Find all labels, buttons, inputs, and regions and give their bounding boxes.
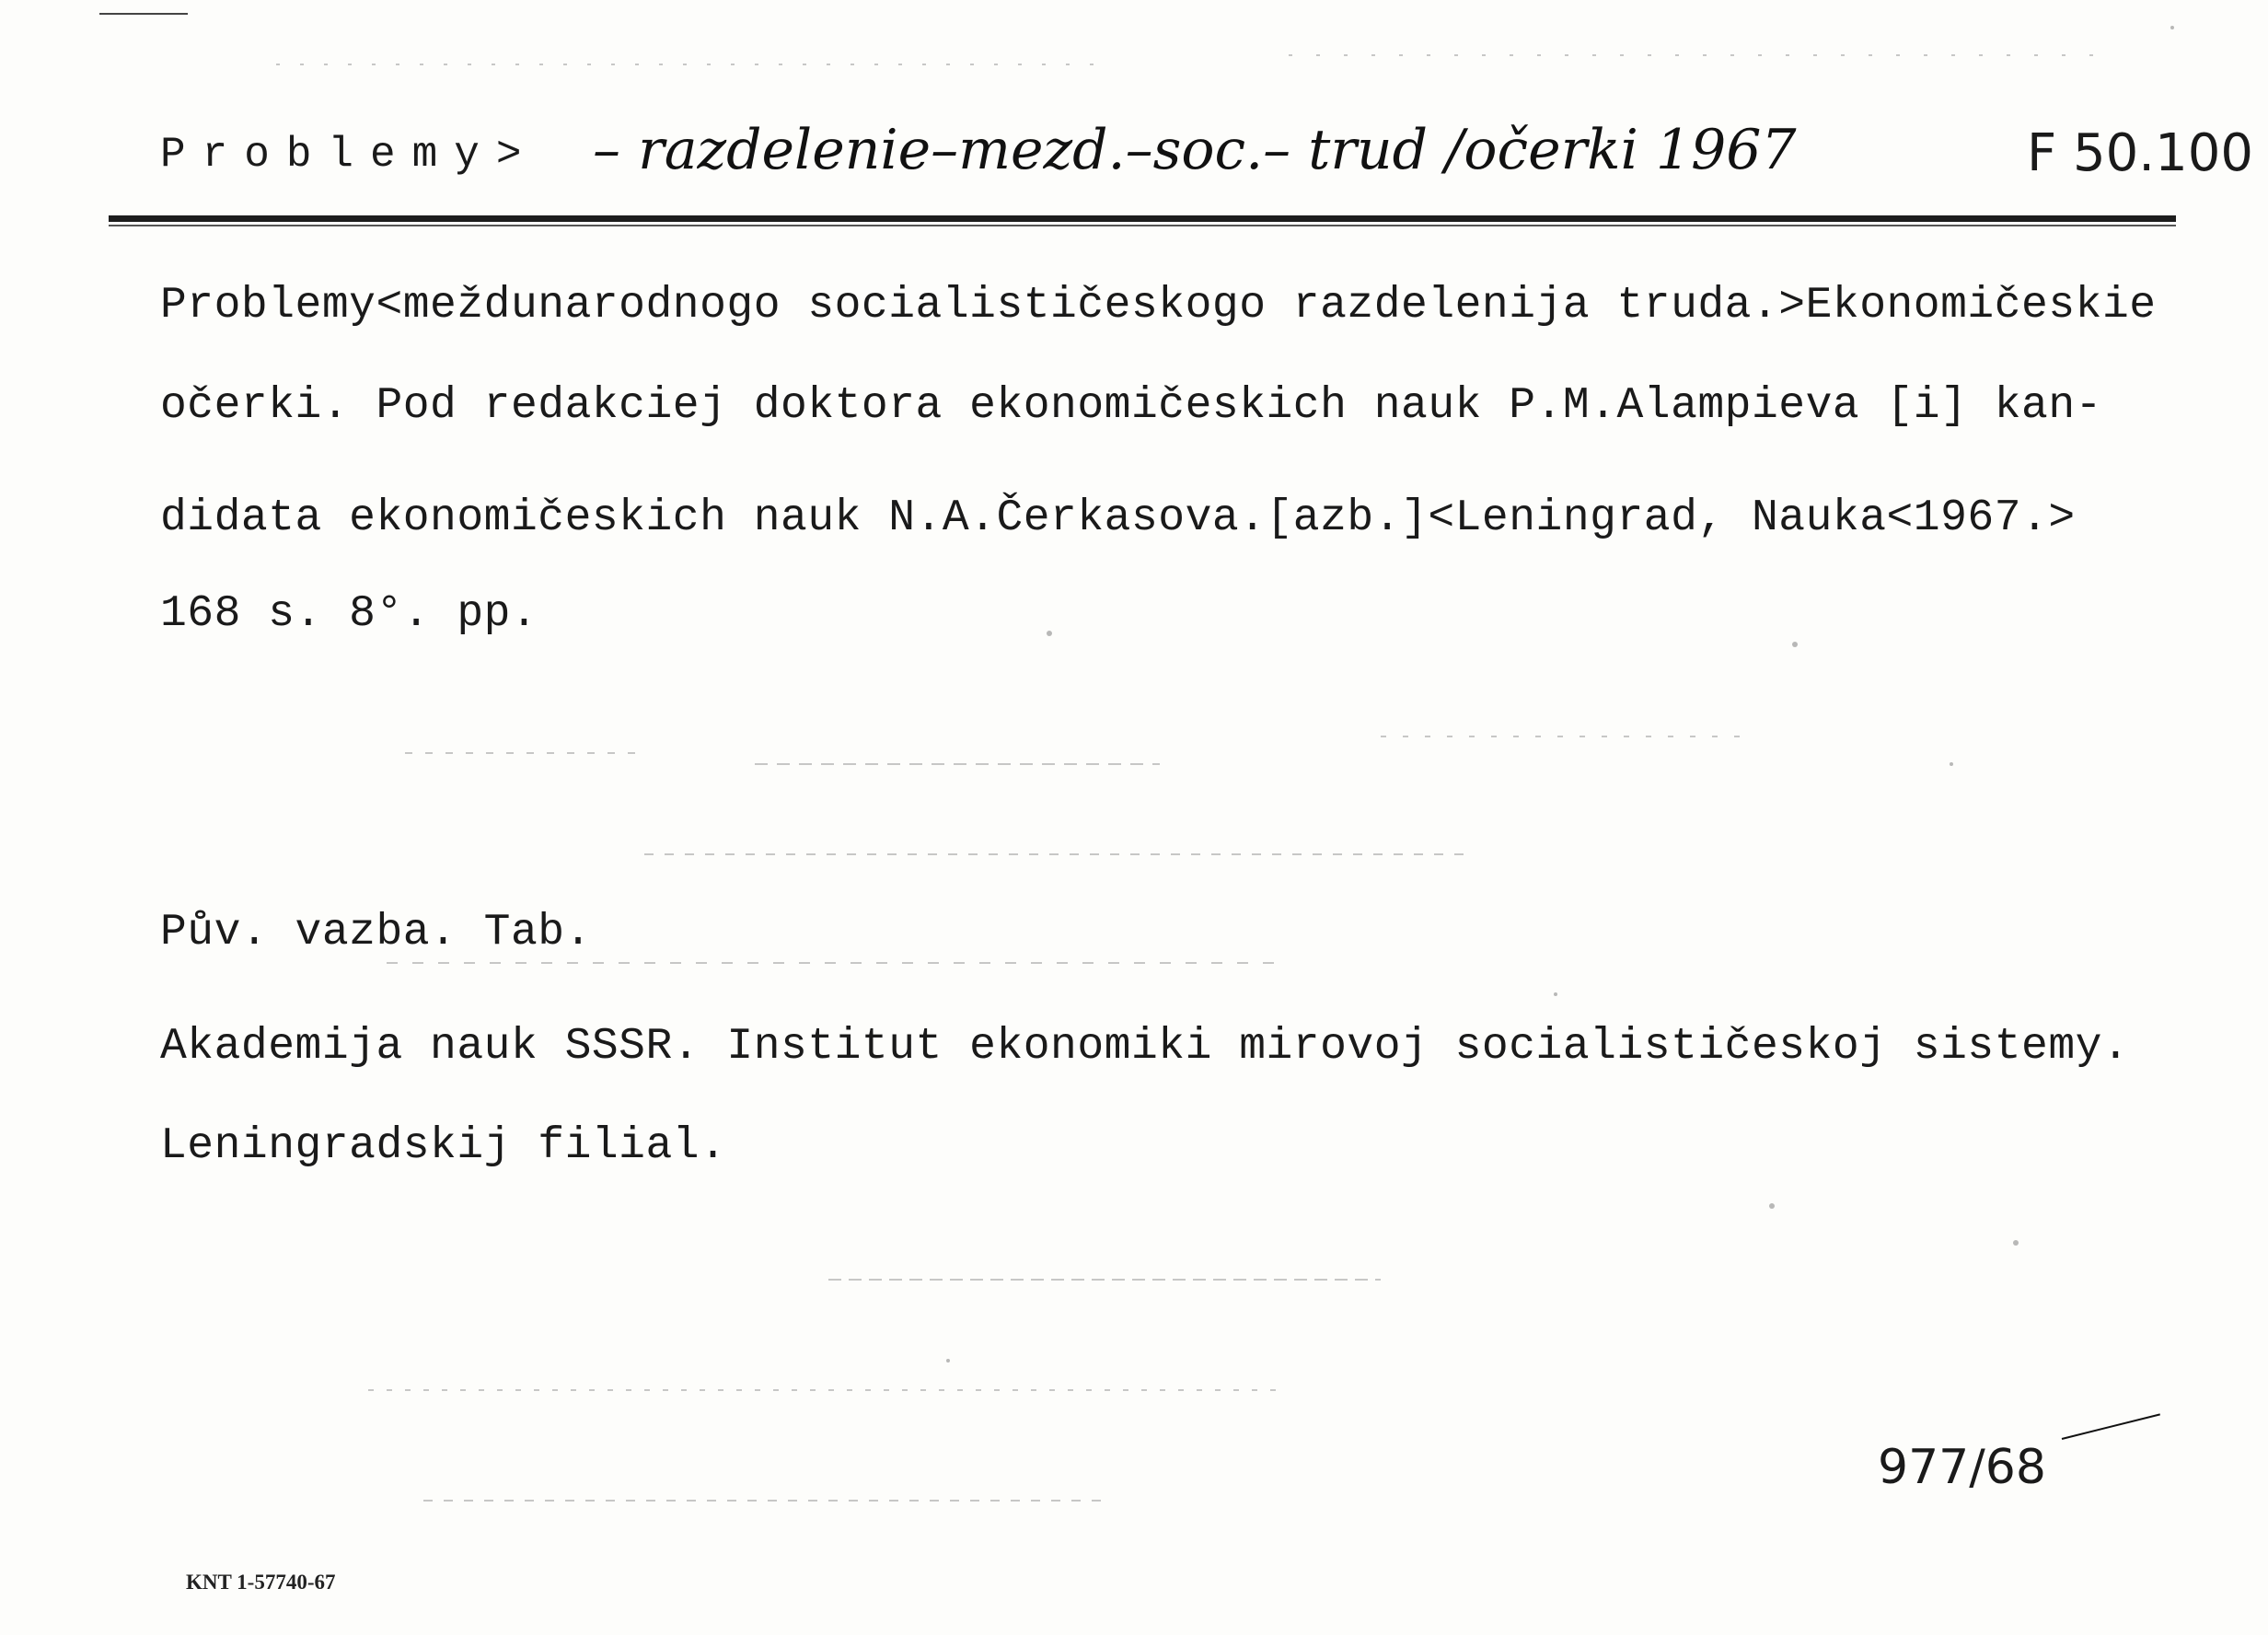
entry-line-2: očerki. Pod redakciej doktora ekonomičeskich nauk P.M.Alampieva [i] kan- xyxy=(160,381,2102,431)
card-header xyxy=(160,110,2253,203)
printer-code: KNT 1-57740-67 xyxy=(186,1571,336,1594)
corner-mark xyxy=(99,13,188,15)
accession-pen-stroke xyxy=(2062,1413,2160,1440)
header-handwritten-subject: – razdelenie–mezd.–soc.– trud /očerki 1967 xyxy=(593,118,1797,182)
institution-line-1: Akademija nauk SSSR. Institut ekonomiki mirovoj socialističeskoj sistemy. xyxy=(160,1022,2130,1072)
institution-line-2: Leningradskij filial. xyxy=(160,1121,727,1171)
header-rule-thin xyxy=(109,225,2176,226)
shelf-signature: F 50.100 xyxy=(2027,123,2253,183)
binding-note: Pův. vazba. Tab. xyxy=(160,908,592,957)
header-typed-title: Problemy> xyxy=(160,131,538,179)
header-rule xyxy=(109,215,2176,222)
entry-line-1: Problemy<meždunarodnogo socialističeskogo razdelenija truda.>Ekonomičeskie xyxy=(160,281,2157,330)
entry-line-4: 168 s. 8°. pp. xyxy=(160,589,538,639)
accession-number: 977/68 xyxy=(1878,1440,2046,1495)
entry-line-3: didata ekonomičeskich nauk N.A.Čerkasova.[azb.]<Leningrad, Nauka<1967.> xyxy=(160,493,2076,543)
